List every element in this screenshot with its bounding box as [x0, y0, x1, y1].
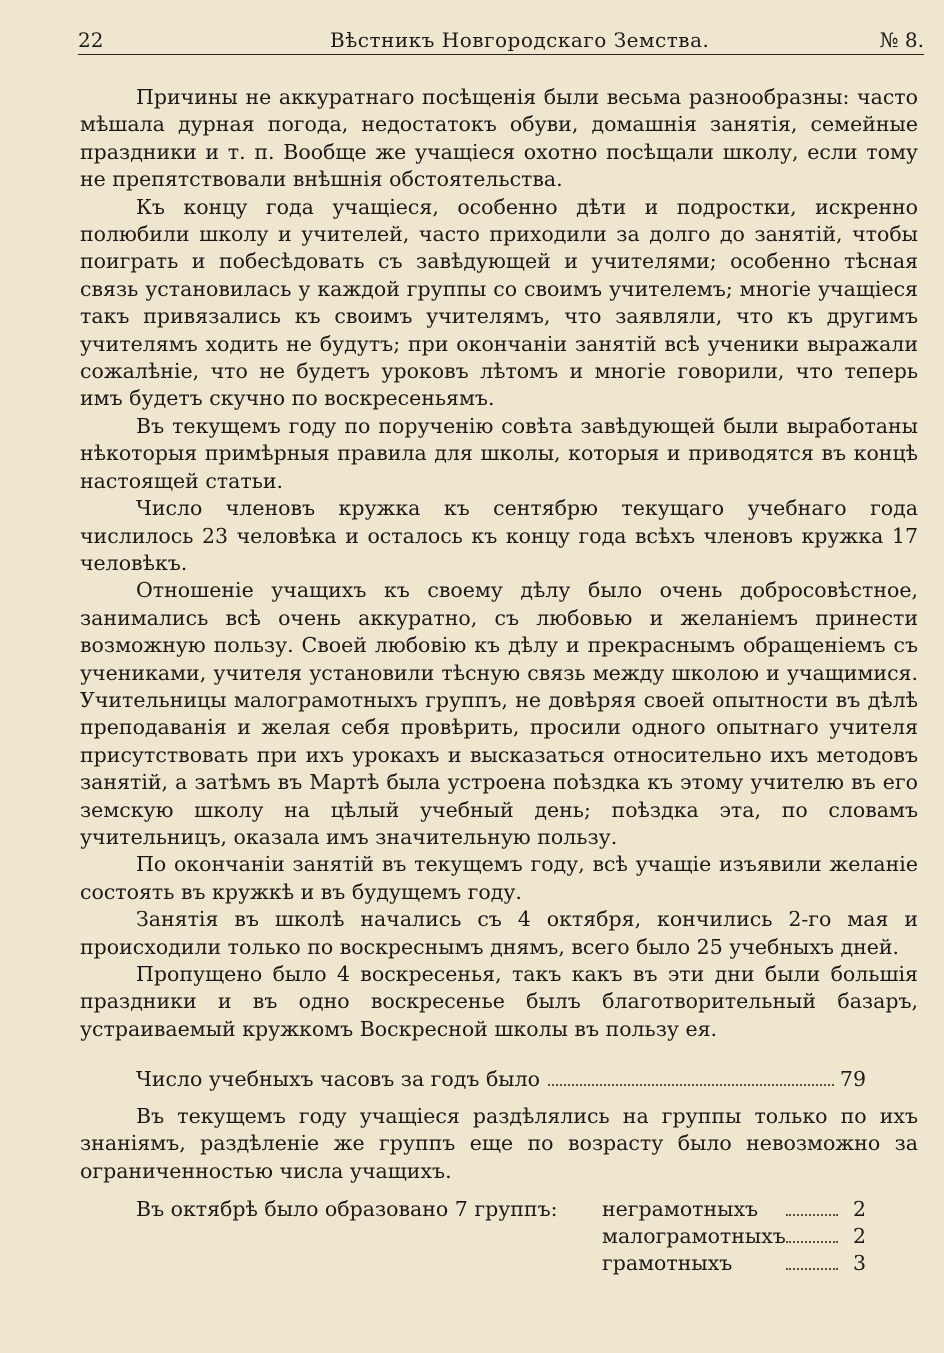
groups-lead: Въ октябрѣ было образовано 7 группъ:: [136, 1197, 558, 1221]
hours-value: 79: [839, 1067, 866, 1091]
group-name: малограмотныхъ: [602, 1224, 786, 1248]
group-row: [136, 1223, 866, 1250]
group-count: 2: [852, 1224, 866, 1248]
dot-leader: [786, 1214, 838, 1216]
dot-leader: [786, 1241, 838, 1243]
paragraph: Отношеніе учащихъ къ своему дѣлу было очень добросовѣстное, занимались всѣ очень аккуратно, съ любовью и желаніемъ принести возможную пользу. Своей любовію къ дѣлу и прекраснымъ обращеніемъ съ учениками, учителя установили тѣсную связь между школою и учащимися. Учительницы малограмотныхъ группъ, не довѣряя своей опытности въ дѣлѣ преподаванія и желая себя провѣрить, просили одного опытнаго учителя присутствовать при ихъ урокахъ и высказаться относительно ихъ методовъ занятій, а затѣмъ въ Мартѣ была устроена поѣздка къ этому учителю въ его земскую школу на цѣлый учебный день; поѣздка эта, по словамъ учительницъ, оказала имъ значительную пользу.: [80, 578, 918, 849]
paragraph: Къ концу года учащіеся, особенно дѣти и подростки, искренно полюбили школу и учителей, часто приходили за долго до занятій, чтобы поиграть и побесѣдовать съ завѣдующей и учителями; особенно тѣсная связь установилась у каждой группы со своимъ учителемъ; многіе учащіеся такъ привязались къ своимъ учителямъ, что заявляли, что къ другимъ учителямъ ходить не будутъ; при окончаніи занятій всѣ ученики выражали сожалѣніе, что не будетъ уроковъ лѣтомъ и многіе говорили, что теперь имъ будетъ скучно по воскресеньямъ.: [80, 194, 918, 411]
paragraph: Въ текущемъ году учащіеся раздѣлялись на группы только по ихъ знаніямъ, раздѣленіе же группъ еще по возрасту было невозможно за ограниченностью числа учащихъ.: [80, 1104, 918, 1183]
page-number: 22: [78, 28, 104, 52]
running-header: [78, 28, 924, 58]
paragraph: Пропущено было 4 воскресенья, такъ какъ въ эти дни были большія праздники и въ одно воскресенье былъ благотворительный базаръ, устраиваемый кружкомъ Воскресной школы въ пользу ея.: [80, 962, 918, 1041]
issue-number: № 8.: [879, 28, 924, 52]
dot-leader: [548, 1084, 834, 1086]
paragraph: Въ текущемъ году по порученію совѣта завѣдующей были выработаны нѣкоторыя примѣрныя правила для школы, которыя и приводятся въ концѣ настоящей статьи.: [80, 413, 918, 493]
dot-leader: [786, 1268, 838, 1270]
main-text: [80, 84, 918, 1043]
groups-text: [80, 1103, 918, 1185]
paragraph: По окончаніи занятій въ текущемъ году, всѣ учащіе изъявили желаніе состоять въ кружкѣ и въ будущемъ году.: [80, 852, 918, 904]
group-name: неграмотныхъ: [602, 1197, 759, 1221]
groups-table: [136, 1196, 866, 1277]
group-count: 2: [852, 1197, 866, 1221]
group-row: [136, 1250, 866, 1277]
group-count: 3: [852, 1251, 866, 1275]
group-row: [136, 1196, 866, 1223]
teaching-hours-line: [136, 1066, 866, 1093]
paragraph: Число членовъ кружка къ сентябрю текущаго учебнаго года числилось 23 человѣка и осталось къ концу года всѣхъ членовъ кружка 17 человѣкъ.: [80, 496, 918, 575]
header-rule: [78, 54, 924, 55]
journal-title: Вѣстникъ Новгородскаго Земства.: [330, 28, 710, 52]
paragraph: Занятія въ школѣ начались съ 4 октября, кончились 2-го мая и происходили только по воскреснымъ днямъ, всего было 25 учебныхъ дней.: [80, 907, 918, 959]
hours-label: Число учебныхъ часовъ за годъ было: [136, 1067, 540, 1091]
group-name: грамотныхъ: [602, 1251, 733, 1275]
paragraph: Причины не аккуратнаго посѣщенія были весьма разнообразны: часто мѣшала дурная погода, недостатокъ обуви, домашнія занятія, семейные праздники и т. п. Вообще же учащіеся охотно посѣщали школу, если тому не препятствовали внѣшнія обстоятельства.: [80, 85, 918, 192]
